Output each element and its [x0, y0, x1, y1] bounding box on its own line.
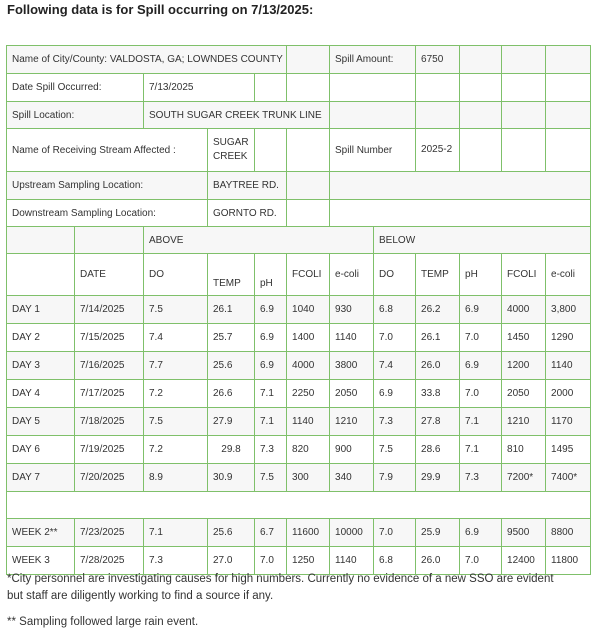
row-label: DAY 1: [7, 296, 75, 324]
cell: 7.5: [144, 296, 208, 324]
info-row-downstream: [7, 200, 591, 227]
cell: 7.0: [374, 519, 416, 547]
cell: 7.0: [460, 380, 502, 408]
cell: 26.0: [416, 352, 460, 380]
cell: 1140: [330, 547, 374, 575]
group-header-row: [7, 227, 591, 254]
receiving-stream-value: SUGAR CREEK: [208, 129, 255, 172]
cell: 3,800: [546, 296, 591, 324]
cell: 2050: [330, 380, 374, 408]
row-date: 7/23/2025: [75, 519, 144, 547]
cell: 27.9: [208, 408, 255, 436]
row-date: 7/14/2025: [75, 296, 144, 324]
cell: 7.1: [460, 408, 502, 436]
spill-amount-value: 6750: [416, 46, 460, 74]
cell: 7.5: [255, 464, 287, 492]
row-date: 7/16/2025: [75, 352, 144, 380]
cell: 6.7: [255, 519, 287, 547]
cell: 8800: [546, 519, 591, 547]
row-label: DAY 6: [7, 436, 75, 464]
cell: 7.1: [460, 436, 502, 464]
cell: 33.8: [416, 380, 460, 408]
cell: 6.9: [255, 324, 287, 352]
row-date: 7/17/2025: [75, 380, 144, 408]
cell: 2250: [287, 380, 330, 408]
row-label: DAY 5: [7, 408, 75, 436]
cell: 7.1: [255, 380, 287, 408]
cell: 7.1: [144, 519, 208, 547]
cell: 6.9: [460, 519, 502, 547]
col-below-fcoli: FCOLI: [502, 254, 546, 296]
table-row: [7, 324, 591, 352]
info-row-city: [7, 46, 591, 74]
cell: 4000: [502, 296, 546, 324]
cell: 6.8: [374, 296, 416, 324]
cell: 7.9: [374, 464, 416, 492]
cell: 28.6: [416, 436, 460, 464]
table-row: [7, 464, 591, 492]
cell: 25.9: [416, 519, 460, 547]
city-county-label: Name of City/County: VALDOSTA, GA; LOWNDES COUNTY: [7, 46, 287, 74]
spill-number-label: Spill Number: [330, 129, 416, 172]
cell: 820: [287, 436, 330, 464]
cell: 8.9: [144, 464, 208, 492]
cell: 12400: [502, 547, 546, 575]
row-date: 7/28/2025: [75, 547, 144, 575]
cell: 26.0: [416, 547, 460, 575]
col-date: DATE: [75, 254, 144, 296]
cell: 6.8: [374, 547, 416, 575]
cell: 7.0: [460, 324, 502, 352]
cell: 6.9: [255, 352, 287, 380]
info-row-stream: [7, 129, 591, 172]
info-row-date: [7, 74, 591, 102]
cell: 10000: [330, 519, 374, 547]
cell: 27.0: [208, 547, 255, 575]
row-label: DAY 4: [7, 380, 75, 408]
col-below-do: DO: [374, 254, 416, 296]
below-group-label: BELOW: [374, 227, 591, 254]
downstream-label: Downstream Sampling Location:: [7, 200, 208, 227]
col-below-ph: pH: [460, 254, 502, 296]
date-occurred-label: Date Spill Occurred:: [7, 74, 144, 102]
upstream-value: BAYTREE RD.: [208, 172, 287, 200]
cell: 7.0: [374, 324, 416, 352]
col-above-do: DO: [144, 254, 208, 296]
row-label: WEEK 2**: [7, 519, 75, 547]
cell: 1210: [502, 408, 546, 436]
cell: 6.9: [374, 380, 416, 408]
cell: 7.3: [144, 547, 208, 575]
cell: 30.9: [208, 464, 255, 492]
row-date: 7/20/2025: [75, 464, 144, 492]
row-label: DAY 7: [7, 464, 75, 492]
cell: 7.0: [460, 547, 502, 575]
cell: 7.4: [144, 324, 208, 352]
cell: 1140: [330, 324, 374, 352]
cell: 29.9: [416, 464, 460, 492]
cell: 26.1: [416, 324, 460, 352]
cell: 1200: [502, 352, 546, 380]
spill-location-value: SOUTH SUGAR CREEK TRUNK LINE: [144, 102, 330, 129]
col-below-ecoli: e-coli: [546, 254, 591, 296]
cell: 1400: [287, 324, 330, 352]
cell: 7.1: [255, 408, 287, 436]
cell: 1250: [287, 547, 330, 575]
cell: 7.4: [374, 352, 416, 380]
cell: 4000: [287, 352, 330, 380]
cell: 7.2: [144, 380, 208, 408]
row-label: DAY 3: [7, 352, 75, 380]
cell: 26.2: [416, 296, 460, 324]
cell: 11600: [287, 519, 330, 547]
col-above-temp: TEMP: [208, 254, 255, 296]
col-above-ecoli: e-coli: [330, 254, 374, 296]
cell: 340: [330, 464, 374, 492]
cell: 1290: [546, 324, 591, 352]
cell: 1140: [546, 352, 591, 380]
cell: 7.5: [374, 436, 416, 464]
cell: 9500: [502, 519, 546, 547]
row-label: WEEK 3: [7, 547, 75, 575]
cell: 25.6: [208, 519, 255, 547]
cell: 1495: [546, 436, 591, 464]
table-row: [7, 380, 591, 408]
cell: 26.1: [208, 296, 255, 324]
cell: 1210: [330, 408, 374, 436]
cell: 25.7: [208, 324, 255, 352]
table-row: [7, 352, 591, 380]
date-occurred-value: 7/13/2025: [144, 74, 255, 102]
cell: 7.7: [144, 352, 208, 380]
col-above-fcoli: FCOLI: [287, 254, 330, 296]
cell: 930: [330, 296, 374, 324]
cell: 6.9: [255, 296, 287, 324]
cell: 29.8: [208, 436, 255, 464]
cell: 2000: [546, 380, 591, 408]
cell: 2050: [502, 380, 546, 408]
footnote-investigation: *City personnel are investigating causes for high numbers. Currently no evidence of a new SSO are evident but staff are diligently working to find a source if any.: [7, 573, 554, 602]
cell: 1040: [287, 296, 330, 324]
cell: 7.2: [144, 436, 208, 464]
cell: 7200*: [502, 464, 546, 492]
table-row: [7, 519, 591, 547]
table-row: [7, 408, 591, 436]
spill-location-label: Spill Location:: [7, 102, 144, 129]
row-date: 7/18/2025: [75, 408, 144, 436]
info-row-location: [7, 102, 591, 129]
spill-number-value: 2025-2: [416, 129, 460, 172]
receiving-stream-label: Name of Receiving Stream Affected :: [7, 129, 208, 172]
cell: 7.3: [374, 408, 416, 436]
cell: 27.8: [416, 408, 460, 436]
col-below-temp: TEMP: [416, 254, 460, 296]
cell: 7.5: [144, 408, 208, 436]
footnote-rain-event: ** Sampling followed large rain event.: [7, 616, 199, 628]
cell: 1450: [502, 324, 546, 352]
spill-data-table: [6, 45, 591, 575]
cell: 26.6: [208, 380, 255, 408]
downstream-value: GORNTO RD.: [208, 200, 287, 227]
cell: 300: [287, 464, 330, 492]
spacer-row: [7, 492, 591, 519]
cell: 3800: [330, 352, 374, 380]
cell: 1140: [287, 408, 330, 436]
column-header-row: [7, 254, 591, 296]
cell: 900: [330, 436, 374, 464]
spill-amount-label: Spill Amount:: [330, 46, 416, 74]
row-date: 7/19/2025: [75, 436, 144, 464]
row-label: DAY 2: [7, 324, 75, 352]
row-date: 7/15/2025: [75, 324, 144, 352]
cell: 6.9: [460, 352, 502, 380]
cell: 7.0: [255, 547, 287, 575]
above-group-label: ABOVE: [144, 227, 374, 254]
cell: 810: [502, 436, 546, 464]
cell: 7.3: [255, 436, 287, 464]
info-row-upstream: [7, 172, 591, 200]
col-above-ph: pH: [255, 254, 287, 296]
cell: 25.6: [208, 352, 255, 380]
cell: 1170: [546, 408, 591, 436]
upstream-label: Upstream Sampling Location:: [7, 172, 208, 200]
cell: 7400*: [546, 464, 591, 492]
table-row: [7, 296, 591, 324]
page-heading: Following data is for Spill occurring on 7/13/2025:: [7, 2, 314, 17]
cell: 6.9: [460, 296, 502, 324]
cell: 11800: [546, 547, 591, 575]
cell: 7.3: [460, 464, 502, 492]
table-row: [7, 436, 591, 464]
